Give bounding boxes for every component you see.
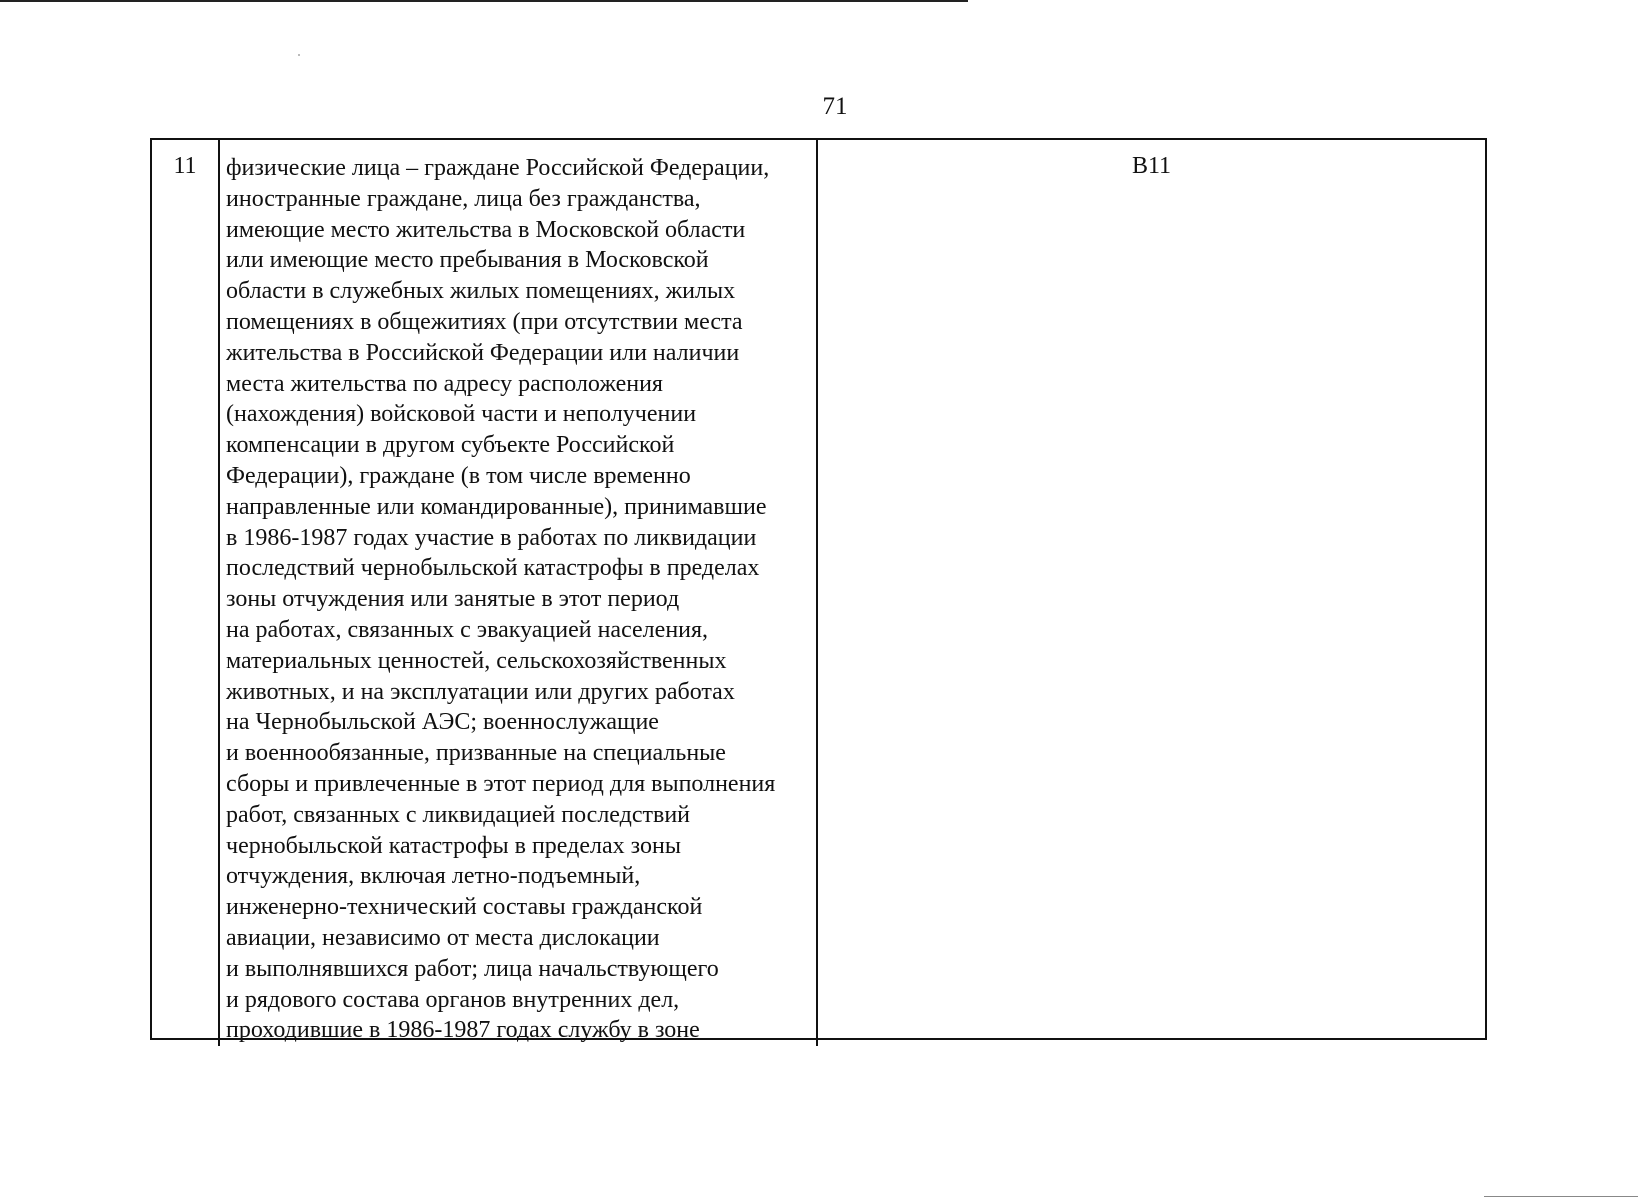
description-line: и рядового состава органов внутренних дел, [226, 986, 680, 1013]
description-line: проходившие в 1986-1987 годах службу в зоне [226, 1017, 700, 1044]
description-line: иностранные граждане, лица без гражданства, [226, 185, 701, 212]
description-line: работ, связанных с ликвидацией последствий [226, 801, 691, 828]
page-number: 71 [822, 93, 848, 120]
description-line: в 1986-1987 годах участие в работах по ликвидации [226, 524, 757, 551]
description-line: животных, и на эксплуатации или других работах [226, 678, 735, 705]
description-line: помещениях в общежитиях (при отсутствии места [226, 308, 743, 335]
row-description-cell [218, 140, 816, 1046]
description-line: на Чернобыльской АЭС; военнослужащие [226, 709, 659, 736]
description-line: последствий чернобыльской катастрофы в пределах [226, 555, 760, 582]
description-line: инженерно-технический составы гражданской [226, 894, 703, 921]
description-line: отчуждения, включая летно-подъемный, [226, 863, 641, 890]
description-line: сборы и привлеченные в этот период для выполнения [226, 770, 776, 797]
scan-top-edge-line [0, 0, 968, 2]
description-line: жительства в Российской Федерации или наличии [226, 339, 740, 366]
description-line: компенсации в другом субъекте Российской [226, 432, 675, 459]
row-code-cell: В11 [816, 140, 1485, 1046]
description-line: зоны отчуждения или занятые в этот период [226, 586, 680, 613]
description-line: материальных ценностей, сельскохозяйственных [226, 647, 727, 674]
description-line: чернобыльской катастрофы в пределах зоны [226, 832, 681, 859]
description-line: и выполнявшихся работ; лица начальствующего [226, 955, 719, 982]
description-line: Федерации), граждане (в том числе временно [226, 462, 691, 489]
scan-speck [298, 54, 300, 56]
description-line: области в служебных жилых помещениях, жилых [226, 278, 736, 305]
scan-bottom-edge-line [1484, 1196, 1638, 1197]
description-line: авиации, независимо от места дислокации [226, 924, 660, 951]
row-number-cell: 11 [173, 153, 197, 179]
description-line: направленные или командированные), принимавшие [226, 493, 767, 520]
description-line: и военнообязанные, призванные на специальные [226, 740, 726, 767]
description-line: места жительства по адресу расположения [226, 370, 663, 397]
description-line: имеющие место жительства в Московской области [226, 216, 746, 243]
description-line: физические лица – граждане Российской Федерации, [226, 155, 770, 181]
description-line: на работах, связанных с эвакуацией населения, [226, 616, 709, 643]
document-table [150, 138, 1487, 1044]
description-line: или имеющие место пребывания в Московской [226, 247, 709, 274]
description-line: (нахождения) войсковой части и неполучении [226, 401, 697, 428]
